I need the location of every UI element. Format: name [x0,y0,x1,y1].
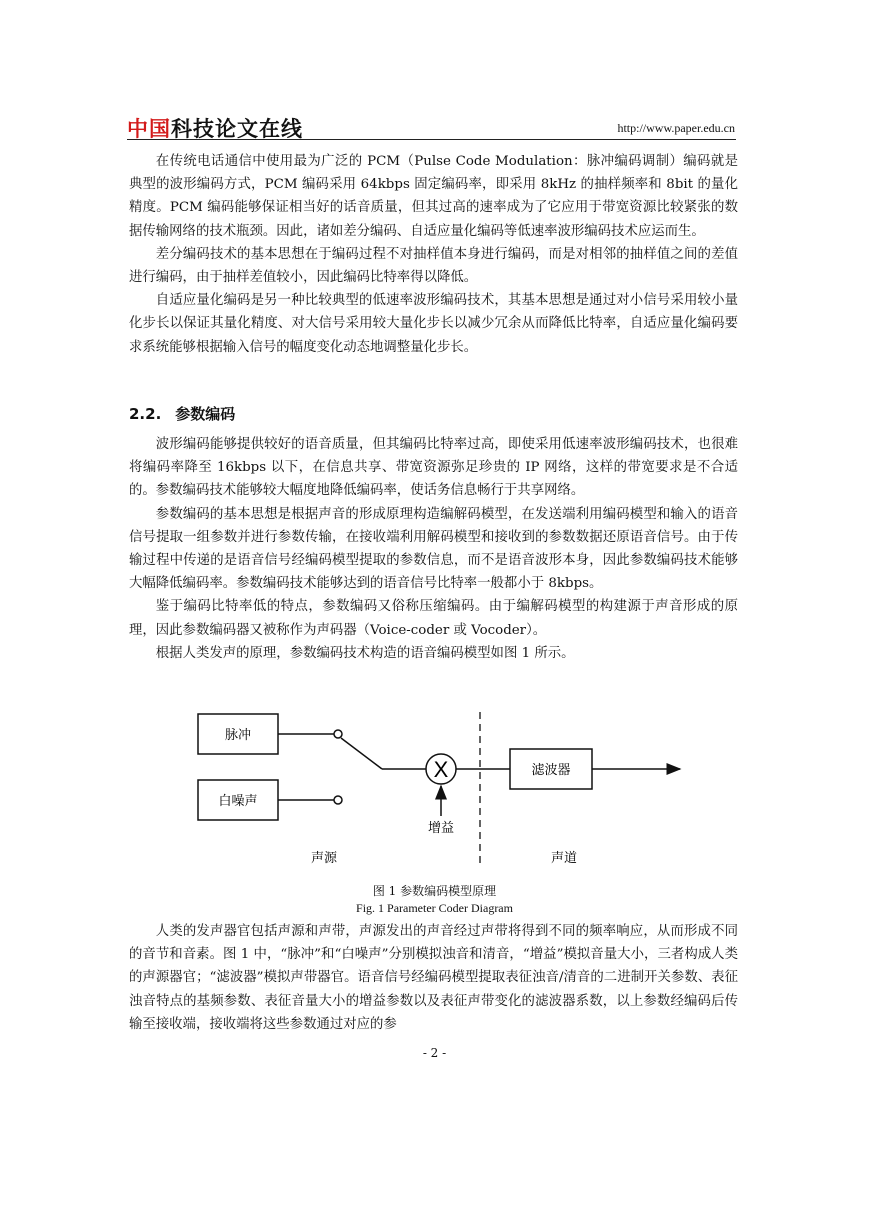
paragraph: 人类的发声器官包括声源和声带，声源发出的声音经过声带将得到不同的频率响应，从而形成不同的音节和音素。图 1 中，“脉冲”和“白噪声”分别模拟浊音和清音，“增益”模拟音量大小，三者构成人类的声源器官；“滤波器”模拟声带器官。语音信号经编码模型提取表征浊音/清音的二进制开关参数、表征浊音特点的基频参数、表征音量大小的增益参数以及表征声带变化的滤波器系数，以上参数经编码后传输至接收端，接收端将这些参数通过对应的参 [129,924,738,1032]
source-region-label: 声源 [310,851,338,866]
noise-switch-terminal [334,796,342,804]
figure-caption-cn: 图 1 参数编码模型原理 [372,884,497,898]
paragraph: 鉴于编码比特率低的特点，参数编码又俗称压缩编码。由于编解码模型的构建源于声音形成的原理，因此参数编码器又被称作为声码器（Voice-coder 或 Vocoder）。 [129,599,738,638]
white-noise-label: 白噪声 [218,794,258,809]
page-number: - 2 - [422,1046,447,1060]
section-number: 2.2. [129,405,162,423]
gain-label: 增益 [427,821,455,836]
parameter-coder-diagram [190,708,690,878]
pulse-switch-terminal [334,730,342,738]
section-title: 参数编码 [175,405,236,423]
section-heading [129,403,235,424]
body-text-top [129,150,738,359]
logo-red-part: 中国 [127,117,171,141]
figure-caption-en: Fig. 1 Parameter Coder Diagram [356,901,513,915]
channel-region-label: 声道 [550,851,578,866]
header-divider [127,139,736,140]
pulse-label: 脉冲 [224,728,252,743]
logo-black-part: 科技论文在线 [171,117,303,141]
paragraph: 差分编码技术的基本思想在于编码过程不对抽样值本身进行编码，而是对相邻的抽样值之间的差值进行编码，由于抽样差值较小，因此编码比特率得以降低。 [129,246,738,286]
paragraph: 根据人类发声的原理，参数编码技术构造的语音编码模型如图 1 所示。 [155,645,575,661]
body-text-bottom [129,920,738,1036]
paragraph: 自适应量化编码是另一种比较典型的低速率波形编码技术，其基本思想是通过对小信号采用较小量化步长以保证其量化精度、对大信号采用较大量化步长以减少冗余从而降低比特率，自适应量化编码要求系统能够根据输入信号的幅度变化动态地调整量化步长。 [129,293,738,355]
paragraph: 参数编码的基本思想是根据声音的形成原理构造编解码模型，在发送端利用编码模型和输入的语音信号提取一组参数并进行参数传输，在接收端利用解码模型和接收到的参数数据还原语音信号。由于传输过程中传递的是语音信号经编码模型提取的参数信息，而不是语音波形本身，因此参数编码技术能够大幅降低编码率。参数编码技术能够达到的语音信号比特率一般都小于 8kbps。 [129,506,738,592]
header-url[interactable]: http://www.paper.edu.cn [617,121,735,135]
voicing-switch [341,738,382,769]
filter-label: 滤波器 [531,763,571,778]
paragraph: 在传统电话通信中使用最为广泛的 PCM（Pulse Code Modulation：脉冲编码调制）编码就是典型的波形编码方式，PCM 编码采用 64kbps 固定编码率，即采用 8kHz 的抽样频率和 8bit 的量化精度。PCM 编码能够保证相当好的话音质量，但其过高的速率成为了它应用于带宽资源比较紧张的数据传输网络的技术瓶颈。因此，诸如差分编码、自适应量化编码等低速率波形编码技术应运而生。 [129,154,738,239]
multiplier-symbol: X [433,757,449,782]
body-text-middle [129,433,738,665]
paragraph: 波形编码能够提供较好的语音质量，但其编码比特率过高，即使采用低速率波形编码技术，也很难将编码率降至 16kbps 以下，在信息共享、带宽资源弥足珍贵的 IP 网络，这样的带宽要求是不合适的。参数编码技术能够较大幅度地降低编码率，使话务信息畅行于共享网络。 [129,437,738,499]
